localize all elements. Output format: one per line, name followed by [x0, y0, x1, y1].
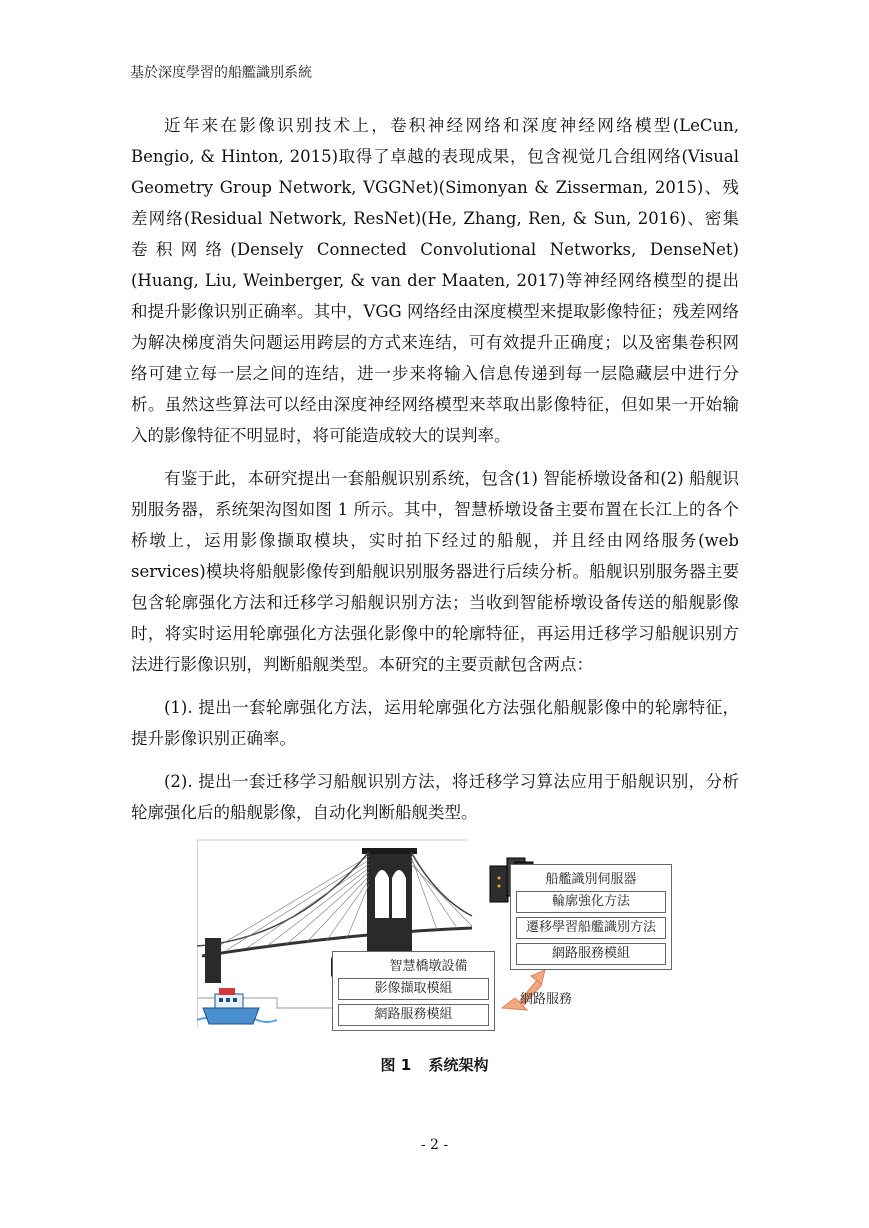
network-service-label: 網路服務 — [520, 992, 573, 1007]
server-item-contour-enhancement: 輪廓強化方法 — [516, 891, 666, 913]
figure-caption-number: 图 1 — [380, 1056, 412, 1074]
system-architecture-figure — [197, 838, 677, 1038]
device-item-network-module: 網路服務模組 — [338, 1004, 489, 1026]
paragraph-1: 近年来在影像识别技术上，卷积神经网络和深度神经网络模型(LeCun, Bengio, & Hinton, 2015)取得了卓越的表现成果，包含视觉几合组网络(Visual Geometry Group Network, VGGNet)(Simonyan & Zisserman, 2015)、残差网络(Residual Network, ResNet)(He, Zhang, Ren, & Sun, 2016)、密集卷积网络(Densely Connected Convolutional Networks, DenseNet)(Huang, Liu, Weinberger, & van der Maaten, 2017)等神经网络模型的提出和提升影像识别正确率。其中，VGG 网络经由深度模型来提取影像特征；残差网络为解决梯度消失问题运用跨层的方式来连结，可有效提升正确度；以及密集卷积网络可建立每一层之间的连结，进一步来将输入信息传递到每一层隐藏层中进行分析。虽然这些算法可以经由深度神经网络模型来萃取出影像特征，但如果一开始输入的影像特征不明显时，将可能造成较大的误判率。 — [131, 116, 739, 445]
left-pier — [205, 938, 221, 983]
device-box — [332, 951, 495, 1031]
server-box — [510, 864, 672, 970]
device-box-title: 智慧橋墩設備 — [389, 959, 468, 974]
page-number: - 2 - — [420, 1137, 449, 1153]
figure-caption-text: 系统架构 — [428, 1056, 489, 1074]
server-box-title: 船艦識別伺服器 — [545, 872, 637, 887]
bridge-tower — [362, 848, 417, 966]
paragraph-2: 有鉴于此，本研究提出一套船舰识别系统，包含(1) 智能桥墩设备和(2) 船舰识别服务器，系统架沟图如图 1 所示。其中，智慧桥墩设备主要布置在长江上的各个桥墩上，运用影像撷取模块，实时拍下经过的船舰，并且经由网络服务(web services)模块将船舰影像传到船舰识别服务器进行后续分析。船舰识别服务器主要包含轮廓强化方法和迁移学习船舰识别方法；当收到智能桥墩设备传送的船舰影像时，将实时运用轮廓强化方法强化影像中的轮廓特征，再运用迁移学习船舰识别方法进行影像识别，判断船舰类型。本研究的主要贡献包含两点： — [131, 469, 739, 674]
running-header: 基於深度學習的船艦識別系統 — [130, 65, 312, 81]
figure-caption — [0, 1054, 869, 1075]
server-item-network-module: 網路服務模組 — [516, 943, 666, 965]
contribution-2: (2). 提出一套迁移学习船舰识别方法，将迁移学习算法应用于船舰识别，分析轮廓强化后的船舰影像，自动化判断船舰类型。 — [131, 772, 739, 822]
ship-icon — [203, 988, 259, 1024]
server-item-transfer-learning: 遷移學習船艦識別方法 — [516, 917, 666, 939]
contribution-1: (1). 提出一套轮廓强化方法，运用轮廓强化方法强化船舰影像中的轮廓特征，提升影像识别正确率。 — [131, 698, 739, 748]
device-item-image-capture: 影像擷取模組 — [338, 978, 489, 1000]
body-text — [131, 110, 739, 840]
